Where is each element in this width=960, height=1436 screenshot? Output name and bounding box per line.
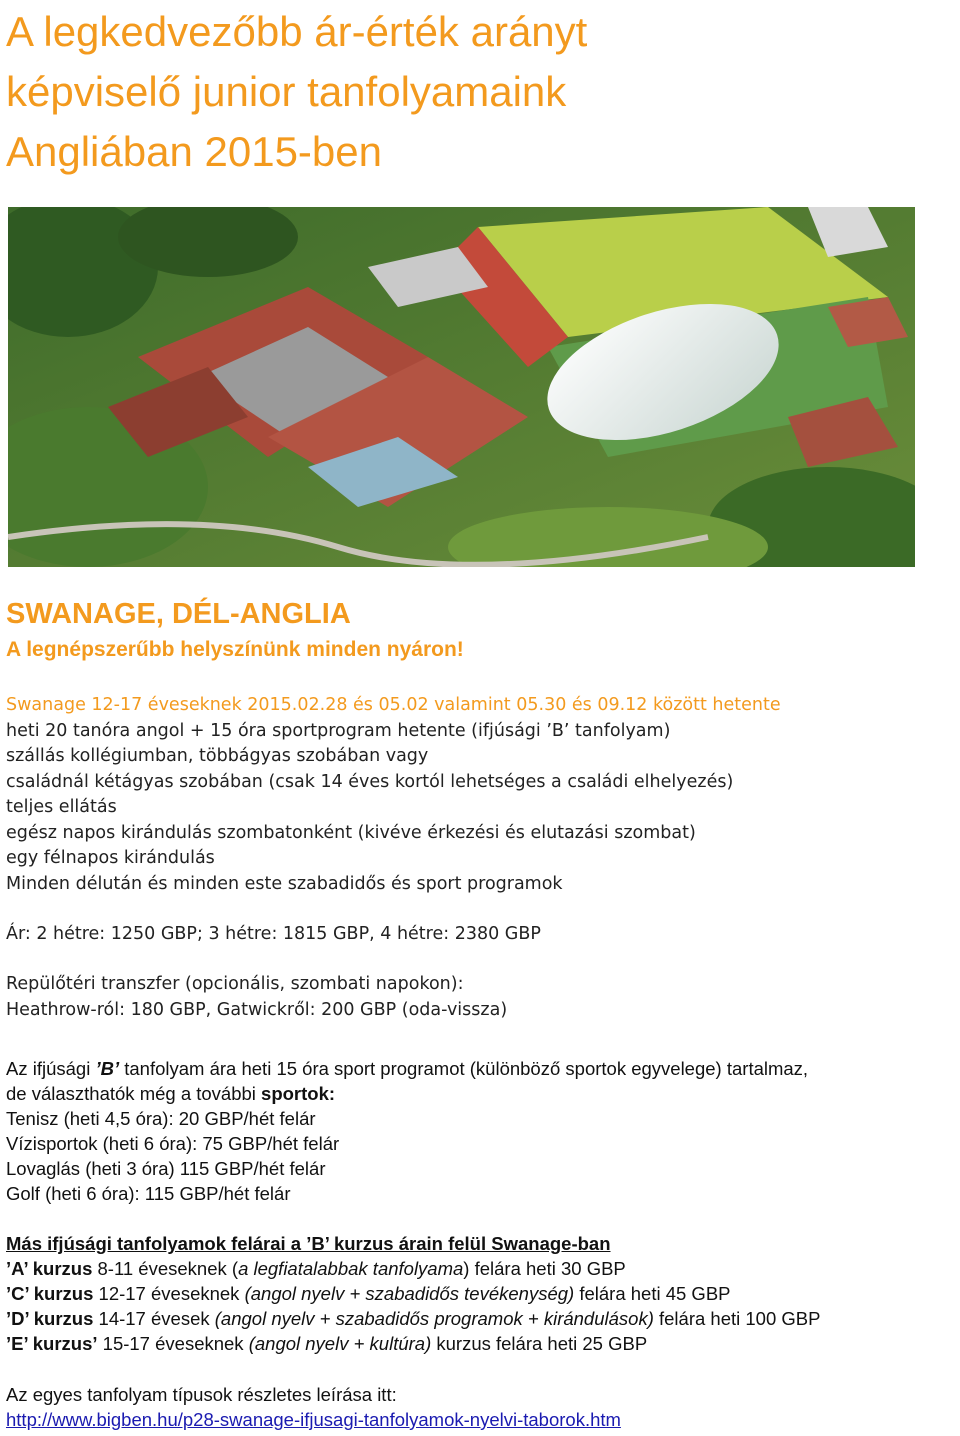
course-e-post: kurzus felára heti 25 GBP — [431, 1333, 648, 1354]
course-d — [6, 1306, 820, 1331]
info-line-full-day-trip: egész napos kirándulás szombatonként (kivéve érkezési és elutazási szombat) — [6, 822, 696, 843]
sport-item-tennis: Tenisz (heti 4,5 óra): 20 GBP/hét felár — [6, 1108, 316, 1129]
course-d-post: felára heti 100 GBP — [653, 1308, 821, 1329]
info-line-programs: Minden délután és minden este szabadidős és sport programok — [6, 873, 563, 894]
title-line-2: képviselő junior tanfolyamaink — [6, 68, 567, 115]
course-a-desc: a legfiatalabbak tanfolyama — [238, 1258, 464, 1279]
campus-photo-illustration — [8, 207, 915, 567]
courses-heading: Más ifjúsági tanfolyamok felárai a ’B’ kurzus árain felül Swanage-ban — [6, 1233, 611, 1254]
course-e-name: ’E’ kurzus’ — [6, 1333, 98, 1354]
course-a-post: ) felára heti 30 GBP — [463, 1258, 626, 1279]
details-label: Az egyes tanfolyam típusok részletes leírása itt: — [6, 1384, 397, 1405]
page-title — [6, 2, 936, 182]
price-line: Ár: 2 hétre: 1250 GBP; 3 hétre: 1815 GBP, 4 hétre: 2380 GBP — [6, 924, 541, 944]
course-d-pre: 14-17 évesek — [93, 1308, 215, 1329]
sports-line2-a: de választhatók még a további — [6, 1083, 262, 1104]
course-a-pre: 8-11 éveseknek ( — [92, 1258, 239, 1279]
details-link[interactable]: http://www.bigben.hu/p28-swanage-ifjusagi-tanfolyamok-nyelvi-taborok.htm — [6, 1409, 621, 1430]
course-a-name: ’A’ kurzus — [6, 1258, 93, 1279]
transfer-line-1: Repülőtéri transzfer (opcionális, szombati napokon): — [6, 974, 464, 994]
course-c-post: felára heti 45 GBP — [574, 1283, 731, 1304]
aerial-campus-photo — [8, 207, 915, 567]
info-line-family: családnál kétágyas szobában (csak 14 éves kortól lehetséges a családi elhelyezés) — [6, 771, 734, 792]
course-d-name: ’D’ kurzus — [6, 1308, 94, 1329]
course-info-list — [6, 693, 781, 897]
sports-intro-c: tanfolyam ára heti 15 óra sport programot (különböző sportok egyvelege) tartalmaz, — [119, 1058, 809, 1079]
course-c-name: ’C’ kurzus — [6, 1283, 94, 1304]
sports-intro-a: Az ifjúsági — [6, 1058, 96, 1079]
courses-section — [6, 1231, 820, 1356]
details-section — [6, 1382, 621, 1432]
title-line-1: A legkedvezőbb ár-érték arányt — [6, 8, 588, 55]
sports-section — [6, 1056, 808, 1206]
sport-item-golf: Golf (heti 6 óra): 115 GBP/hét felár — [6, 1183, 291, 1204]
sports-intro-b: ’B’ — [95, 1058, 120, 1079]
info-line-board: teljes ellátás — [6, 797, 117, 817]
course-e-desc: (angol nyelv + kultúra) — [248, 1333, 432, 1354]
course-c — [6, 1281, 820, 1306]
sport-item-riding: Lovaglás (heti 3 óra) 115 GBP/hét felár — [6, 1158, 326, 1179]
info-line-accommodation: szállás kollégiumban, többágyas szobában vagy — [6, 746, 429, 766]
location-subtitle: A legnépszerűbb helyszínünk minden nyáron! — [6, 638, 464, 661]
sports-intro — [6, 1056, 808, 1081]
location-title: SWANAGE, DÉL-ANGLIA — [6, 598, 351, 630]
course-c-pre: 12-17 éveseknek — [93, 1283, 245, 1304]
course-e — [6, 1331, 820, 1356]
airport-transfer — [6, 972, 507, 1023]
course-a — [6, 1256, 820, 1281]
sports-intro-2 — [6, 1081, 808, 1106]
transfer-line-2: Heathrow-ról: 180 GBP, Gatwickről: 200 GBP (oda-vissza) — [6, 999, 508, 1020]
sports-line2-b: sportok: — [261, 1083, 336, 1104]
info-line-lessons: heti 20 tanóra angol + 15 óra sportprogram hetente (ifjúsági ’B’ tanfolyam) — [6, 720, 671, 741]
info-line-half-day-trip: egy félnapos kirándulás — [6, 848, 215, 868]
title-line-3: Angliában 2015-ben — [6, 128, 382, 175]
course-e-pre: 15-17 éveseknek — [97, 1333, 249, 1354]
course-d-desc: (angol nyelv + szabadidős programok + kirándulások) — [214, 1308, 654, 1329]
sport-item-watersports: Vízisportok (heti 6 óra): 75 GBP/hét felár — [6, 1133, 340, 1154]
course-c-desc: (angol nyelv + szabadidős tevékenység) — [244, 1283, 575, 1304]
info-line-dates: Swanage 12-17 éveseknek 2015.02.28 és 05.02 valamint 05.30 és 09.12 között hetente — [6, 695, 781, 715]
